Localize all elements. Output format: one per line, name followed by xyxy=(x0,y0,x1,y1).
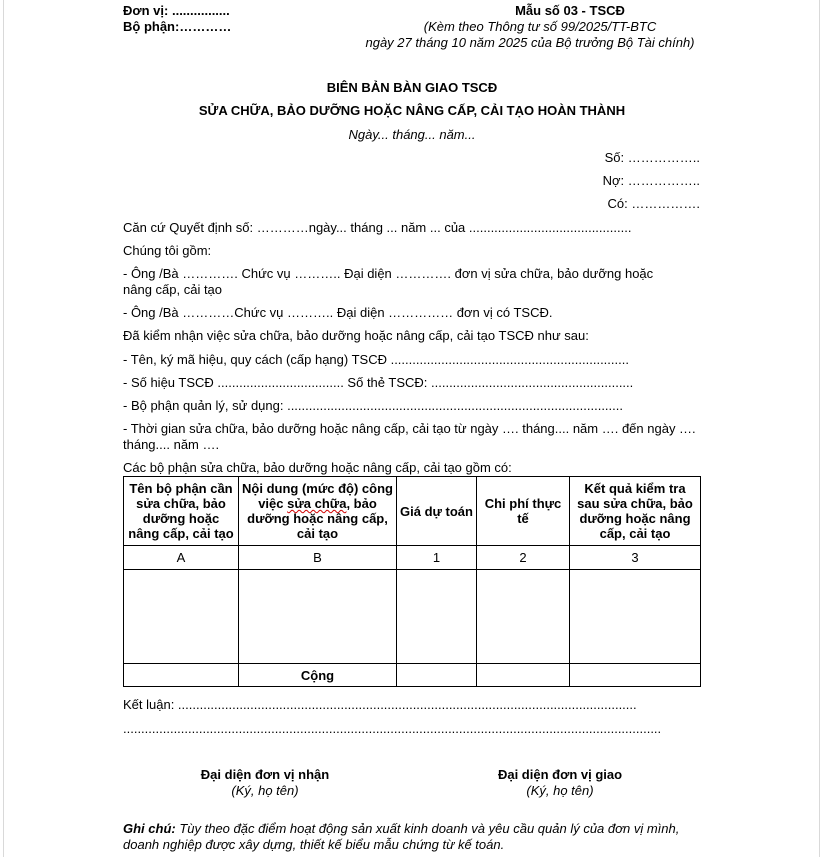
header-work-content-a: Nội dung (mức độ) công việc xyxy=(242,481,393,511)
header-part-name: Tên bộ phận cần sửa chữa, bảo dưỡng hoặc nâng cấp, cải tạo xyxy=(124,477,239,546)
table-cell[interactable] xyxy=(570,570,701,664)
code-cell: 2 xyxy=(477,546,570,570)
checked-line: Đã kiểm nhận việc sửa chữa, bảo dưỡng hoặc nâng cấp, cải tạo TSCĐ như sau: xyxy=(123,328,589,343)
table-cell[interactable] xyxy=(570,664,701,687)
receiver-signature-title: Đại diện đơn vị nhận xyxy=(200,767,330,782)
conclusion-line-1: Kết luận: ............................................................................................................................... xyxy=(123,697,637,712)
table-cell[interactable] xyxy=(239,570,397,664)
asset-serial-line: - Số hiệu TSCĐ ................................... Số thẻ TSCĐ: ........................................................ xyxy=(123,375,634,390)
code-cell: 3 xyxy=(570,546,701,570)
code-cell: 1 xyxy=(397,546,477,570)
table-code-row xyxy=(124,546,701,570)
header-work-content-c: , bảo dưỡng hoặc nâng cấp, cải tạo xyxy=(247,496,388,541)
form-reference-1: (Kèm theo Thông tư số 99/2025/TT-BTC xyxy=(423,19,657,34)
basis-line: Căn cứ Quyết định số: …………ngày... tháng ... năm ... của ............................................. xyxy=(123,220,632,235)
table-cell[interactable] xyxy=(397,570,477,664)
giver-signature-title: Đại diện đơn vị giao xyxy=(497,767,623,782)
ref-debit: Nợ: …………….. xyxy=(602,173,700,188)
conclusion-line-2: ..................................................................................................................................................... xyxy=(123,721,662,736)
asset-name-line: - Tên, ký mã hiệu, quy cách (cấp hạng) TSCĐ .................................................................. xyxy=(123,352,629,367)
department-use-line: - Bộ phận quản lý, sử dụng: ............................................................................................. xyxy=(123,398,623,413)
table-cell[interactable] xyxy=(124,570,239,664)
time-line: - Thời gian sửa chữa, bảo dưỡng hoặc nâng cấp, cải tạo từ ngày …. tháng.... năm …. đến ngày …. tháng.... năm …. xyxy=(123,421,696,452)
code-cell: B xyxy=(239,546,397,570)
department-label: Bộ phận:………… xyxy=(123,19,232,34)
page-edge-left xyxy=(3,0,4,857)
document-date: Ngày... tháng... năm... xyxy=(348,127,476,142)
table-cell[interactable] xyxy=(477,570,570,664)
document-subtitle: SỬA CHỮA, BẢO DƯỠNG HOẶC NÂNG CẤP, CẢI TẠO HOÀN THÀNH xyxy=(198,103,626,118)
total-label: Cộng xyxy=(239,664,397,687)
code-cell: A xyxy=(124,546,239,570)
header-work-content xyxy=(239,477,397,546)
parts-table xyxy=(123,476,701,687)
footnote-label: Ghi chú: xyxy=(123,821,176,836)
parts-intro-line: Các bộ phận sửa chữa, bảo dưỡng hoặc nâng cấp, cải tạo gồm có: xyxy=(123,460,512,475)
header-work-content-b: sửa chữa xyxy=(287,496,347,511)
table-cell[interactable] xyxy=(477,664,570,687)
person1-line: - Ông /Bà …………. Chức vụ ……….. Đại diện …………. đơn vị sửa chữa, bảo dưỡng hoặc nâng cấp, cải tạo xyxy=(123,266,654,297)
we-include-line: Chúng tôi gồm: xyxy=(123,243,212,258)
table-row xyxy=(124,570,701,664)
header-actual-cost: Chi phí thực tế xyxy=(477,477,570,546)
form-reference-2: ngày 27 tháng 10 năm 2025 của Bộ trưởng Bộ Tài chính) xyxy=(365,35,695,50)
footnote-text: Tùy theo đặc điểm hoạt động sản xuất kinh doanh và yêu cầu quản lý của đơn vị mình, doanh nghiệp được xây dựng, thiết kế biểu mẫu chứng từ kế toán. xyxy=(123,821,680,852)
page-edge-right xyxy=(819,0,820,857)
footnote xyxy=(123,821,713,853)
table-header-row xyxy=(124,477,701,546)
header-estimated-cost: Giá dự toán xyxy=(397,477,477,546)
form-number: Mẫu số 03 - TSCĐ xyxy=(515,3,625,18)
table-cell[interactable] xyxy=(397,664,477,687)
ref-number: Số: …………….. xyxy=(604,150,700,165)
table-cell xyxy=(124,664,239,687)
unit-label: Đơn vị: ................ xyxy=(123,3,230,18)
document-title: BIÊN BẢN BÀN GIAO TSCĐ xyxy=(326,80,498,95)
header-inspection-result: Kết quả kiểm tra sau sửa chữa, bảo dưỡng hoặc nâng cấp, cải tạo xyxy=(570,477,701,546)
ref-credit: Có: ……………. xyxy=(607,196,700,211)
receiver-signature-note: (Ký, họ tên) xyxy=(231,783,299,798)
giver-signature-note: (Ký, họ tên) xyxy=(526,783,594,798)
table-total-row xyxy=(124,664,701,687)
person2-line: - Ông /Bà …………Chức vụ ……….. Đại diện …………… đơn vị có TSCĐ. xyxy=(123,305,553,320)
